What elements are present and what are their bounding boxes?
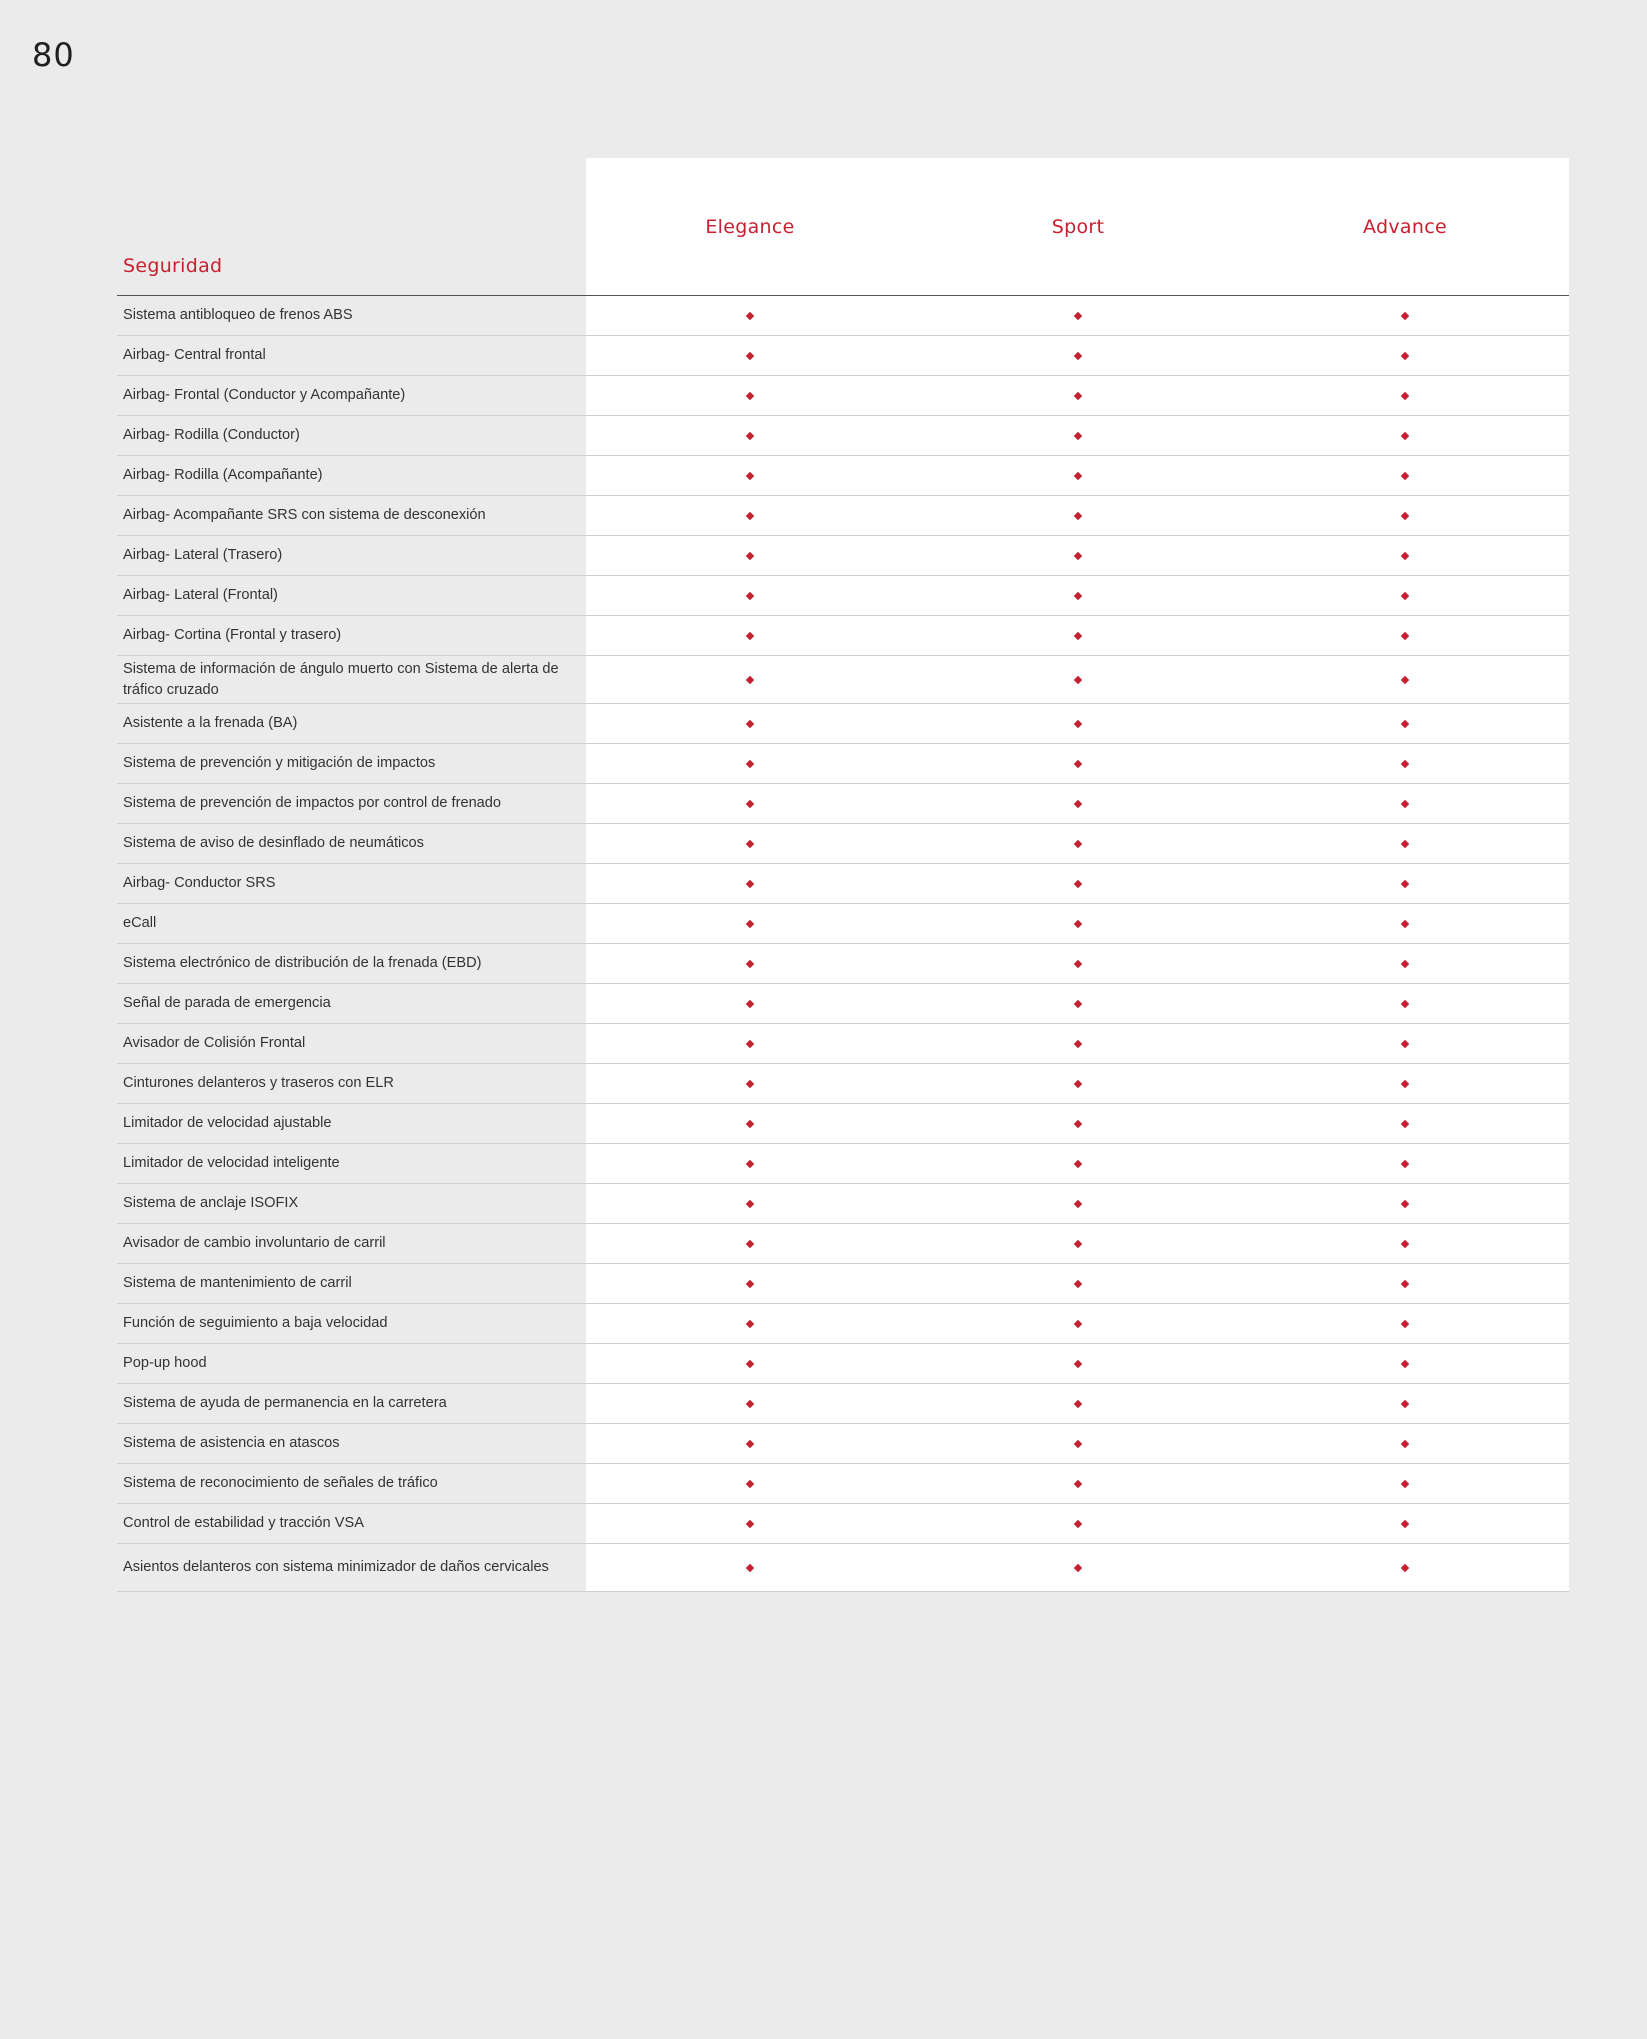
table-row: [117, 1384, 1569, 1424]
red-diamond-icon: [1401, 1563, 1409, 1571]
availability-cell-advance: [1241, 473, 1569, 479]
red-diamond-icon: [1401, 1039, 1409, 1047]
availability-cell-sport: [914, 801, 1241, 807]
availability-cell-elegance: [586, 921, 914, 927]
feature-label: Función de seguimiento a baja velocidad: [123, 1315, 388, 1331]
feature-label: Airbag- Frontal (Conductor y Acompañante): [123, 387, 406, 403]
feature-label: Control de estabilidad y tracción VSA: [123, 1515, 364, 1531]
availability-cell-advance: [1241, 433, 1569, 439]
availability-cell-sport: [914, 1321, 1241, 1327]
red-diamond-icon: [1401, 631, 1409, 639]
availability-cell-sport: [914, 633, 1241, 639]
feature-label: Airbag- Rodilla (Acompañante): [123, 467, 323, 483]
red-diamond-icon: [1401, 311, 1409, 319]
availability-cell-advance: [1241, 881, 1569, 887]
availability-cell-sport: [914, 881, 1241, 887]
availability-cell-advance: [1241, 677, 1569, 683]
feature-label: Airbag- Central frontal: [123, 347, 266, 363]
availability-cell-sport: [914, 1081, 1241, 1087]
red-diamond-icon: [1073, 1159, 1081, 1167]
feature-label: Sistema de mantenimiento de carril: [123, 1275, 352, 1291]
feature-label: eCall: [123, 915, 157, 931]
feature-label: Pop-up hood: [123, 1355, 207, 1371]
red-diamond-icon: [1073, 999, 1081, 1007]
availability-cell-sport: [914, 1241, 1241, 1247]
red-diamond-icon: [746, 959, 754, 967]
red-diamond-icon: [1401, 551, 1409, 559]
availability-cell-sport: [914, 433, 1241, 439]
availability-cell-elegance: [586, 1201, 914, 1207]
availability-cell-elegance: [586, 1565, 914, 1571]
table-row: [117, 1144, 1569, 1184]
red-diamond-icon: [746, 1119, 754, 1127]
availability-cell-advance: [1241, 1121, 1569, 1127]
feature-label: Sistema de anclaje ISOFIX: [123, 1195, 299, 1211]
red-diamond-icon: [746, 1239, 754, 1247]
red-diamond-icon: [1401, 1119, 1409, 1127]
availability-cell-sport: [914, 841, 1241, 847]
red-diamond-icon: [1401, 1199, 1409, 1207]
table-row: [117, 1344, 1569, 1384]
red-diamond-icon: [1401, 1519, 1409, 1527]
red-diamond-icon: [1073, 675, 1081, 683]
availability-cell-sport: [914, 1161, 1241, 1167]
red-diamond-icon: [1073, 799, 1081, 807]
availability-cell-sport: [914, 961, 1241, 967]
red-diamond-icon: [1401, 1239, 1409, 1247]
red-diamond-icon: [746, 431, 754, 439]
availability-cell-sport: [914, 1565, 1241, 1571]
feature-label: Airbag- Conductor SRS: [123, 875, 276, 891]
availability-cell-sport: [914, 921, 1241, 927]
red-diamond-icon: [1073, 1519, 1081, 1527]
red-diamond-icon: [746, 1159, 754, 1167]
availability-cell-advance: [1241, 353, 1569, 359]
red-diamond-icon: [746, 631, 754, 639]
availability-cell-advance: [1241, 393, 1569, 399]
red-diamond-icon: [1073, 1399, 1081, 1407]
availability-cell-sport: [914, 1041, 1241, 1047]
availability-cell-elegance: [586, 473, 914, 479]
availability-cell-elegance: [586, 881, 914, 887]
red-diamond-icon: [1401, 431, 1409, 439]
feature-label: Airbag- Cortina (Frontal y trasero): [123, 627, 342, 643]
red-diamond-icon: [1401, 1159, 1409, 1167]
availability-cell-advance: [1241, 1361, 1569, 1367]
table-row: [117, 864, 1569, 904]
table-row: [117, 784, 1569, 824]
availability-cell-sport: [914, 721, 1241, 727]
red-diamond-icon: [746, 1079, 754, 1087]
feature-label: Airbag- Acompañante SRS con sistema de desconexión: [123, 507, 486, 523]
safety-spec-table: [117, 158, 1569, 1592]
red-diamond-icon: [1073, 391, 1081, 399]
availability-cell-sport: [914, 1521, 1241, 1527]
red-diamond-icon: [1073, 511, 1081, 519]
availability-cell-elegance: [586, 1001, 914, 1007]
red-diamond-icon: [746, 1563, 754, 1571]
availability-cell-elegance: [586, 1281, 914, 1287]
table-row: [117, 1104, 1569, 1144]
availability-cell-elegance: [586, 353, 914, 359]
table-row: [117, 1264, 1569, 1304]
availability-cell-elegance: [586, 553, 914, 559]
red-diamond-icon: [1073, 879, 1081, 887]
red-diamond-icon: [1401, 919, 1409, 927]
red-diamond-icon: [1401, 879, 1409, 887]
red-diamond-icon: [1401, 511, 1409, 519]
availability-cell-elegance: [586, 513, 914, 519]
availability-cell-sport: [914, 553, 1241, 559]
red-diamond-icon: [1073, 1119, 1081, 1127]
feature-label: Sistema de prevención y mitigación de impactos: [123, 755, 436, 771]
availability-cell-elegance: [586, 633, 914, 639]
availability-cell-elegance: [586, 1521, 914, 1527]
trim-header-sport: Sport: [1051, 216, 1105, 238]
availability-cell-elegance: [586, 1041, 914, 1047]
red-diamond-icon: [1073, 919, 1081, 927]
availability-cell-sport: [914, 513, 1241, 519]
red-diamond-icon: [746, 839, 754, 847]
feature-label: Airbag- Rodilla (Conductor): [123, 427, 300, 443]
availability-cell-advance: [1241, 1321, 1569, 1327]
red-diamond-icon: [1073, 1359, 1081, 1367]
availability-cell-sport: [914, 1001, 1241, 1007]
table-row: [117, 456, 1569, 496]
table-row: [117, 1464, 1569, 1504]
availability-cell-advance: [1241, 1441, 1569, 1447]
red-diamond-icon: [1073, 1319, 1081, 1327]
availability-cell-advance: [1241, 1565, 1569, 1571]
red-diamond-icon: [1073, 551, 1081, 559]
red-diamond-icon: [746, 1039, 754, 1047]
red-diamond-icon: [746, 759, 754, 767]
availability-cell-elegance: [586, 1361, 914, 1367]
availability-cell-sport: [914, 473, 1241, 479]
red-diamond-icon: [1073, 631, 1081, 639]
table-row: [117, 1224, 1569, 1264]
availability-cell-elegance: [586, 761, 914, 767]
red-diamond-icon: [746, 351, 754, 359]
red-diamond-icon: [746, 1319, 754, 1327]
red-diamond-icon: [1401, 799, 1409, 807]
red-diamond-icon: [746, 1479, 754, 1487]
table-row: [117, 704, 1569, 744]
red-diamond-icon: [1073, 311, 1081, 319]
red-diamond-icon: [1401, 719, 1409, 727]
red-diamond-icon: [1401, 959, 1409, 967]
availability-cell-elegance: [586, 841, 914, 847]
availability-cell-advance: [1241, 1161, 1569, 1167]
red-diamond-icon: [1073, 1239, 1081, 1247]
table-row: [117, 944, 1569, 984]
availability-cell-sport: [914, 393, 1241, 399]
red-diamond-icon: [1073, 1039, 1081, 1047]
feature-label: Sistema de prevención de impactos por control de frenado: [123, 795, 502, 811]
availability-cell-advance: [1241, 1081, 1569, 1087]
table-row: [117, 1184, 1569, 1224]
availability-cell-advance: [1241, 513, 1569, 519]
feature-label: Avisador de cambio involuntario de carril: [123, 1235, 386, 1251]
availability-cell-elegance: [586, 313, 914, 319]
feature-label: Asientos delanteros con sistema minimizador de daños cervicales: [123, 1559, 549, 1575]
red-diamond-icon: [746, 1439, 754, 1447]
availability-cell-sport: [914, 1121, 1241, 1127]
availability-cell-elegance: [586, 1321, 914, 1327]
red-diamond-icon: [746, 1519, 754, 1527]
red-diamond-icon: [1401, 1079, 1409, 1087]
table-row: [117, 1304, 1569, 1344]
availability-cell-sport: [914, 353, 1241, 359]
availability-cell-elegance: [586, 677, 914, 683]
red-diamond-icon: [746, 799, 754, 807]
availability-cell-elegance: [586, 1121, 914, 1127]
availability-cell-sport: [914, 1201, 1241, 1207]
availability-cell-advance: [1241, 761, 1569, 767]
availability-cell-advance: [1241, 801, 1569, 807]
red-diamond-icon: [746, 1199, 754, 1207]
availability-cell-sport: [914, 1281, 1241, 1287]
table-row: [117, 656, 1569, 704]
feature-label: Limitador de velocidad inteligente: [123, 1155, 340, 1171]
section-title: Seguridad: [123, 255, 223, 277]
availability-cell-elegance: [586, 1161, 914, 1167]
red-diamond-icon: [1073, 1279, 1081, 1287]
availability-cell-advance: [1241, 841, 1569, 847]
red-diamond-icon: [1401, 471, 1409, 479]
availability-cell-elegance: [586, 433, 914, 439]
red-diamond-icon: [1401, 1479, 1409, 1487]
red-diamond-icon: [1401, 591, 1409, 599]
red-diamond-icon: [746, 471, 754, 479]
availability-cell-advance: [1241, 553, 1569, 559]
red-diamond-icon: [1401, 759, 1409, 767]
red-diamond-icon: [1073, 1439, 1081, 1447]
table-body: [117, 296, 1569, 1592]
red-diamond-icon: [1401, 1359, 1409, 1367]
feature-label: Sistema de asistencia en atascos: [123, 1435, 340, 1451]
availability-cell-elegance: [586, 961, 914, 967]
table-row: [117, 824, 1569, 864]
red-diamond-icon: [1401, 391, 1409, 399]
table-row: [117, 904, 1569, 944]
red-diamond-icon: [1073, 471, 1081, 479]
red-diamond-icon: [1401, 999, 1409, 1007]
availability-cell-advance: [1241, 1201, 1569, 1207]
red-diamond-icon: [1401, 1279, 1409, 1287]
red-diamond-icon: [1073, 591, 1081, 599]
table-row: [117, 536, 1569, 576]
table-row: [117, 984, 1569, 1024]
feature-label: Limitador de velocidad ajustable: [123, 1115, 332, 1131]
table-row: [117, 1024, 1569, 1064]
availability-cell-advance: [1241, 313, 1569, 319]
red-diamond-icon: [1401, 839, 1409, 847]
availability-cell-advance: [1241, 1001, 1569, 1007]
availability-cell-sport: [914, 593, 1241, 599]
availability-cell-elegance: [586, 1401, 914, 1407]
availability-cell-advance: [1241, 961, 1569, 967]
availability-cell-advance: [1241, 721, 1569, 727]
availability-cell-sport: [914, 1481, 1241, 1487]
availability-cell-sport: [914, 1361, 1241, 1367]
availability-cell-advance: [1241, 1401, 1569, 1407]
red-diamond-icon: [1401, 1439, 1409, 1447]
table-row: [117, 744, 1569, 784]
red-diamond-icon: [1073, 719, 1081, 727]
red-diamond-icon: [746, 999, 754, 1007]
availability-cell-elegance: [586, 593, 914, 599]
red-diamond-icon: [1401, 1399, 1409, 1407]
red-diamond-icon: [1073, 351, 1081, 359]
availability-cell-advance: [1241, 1241, 1569, 1247]
red-diamond-icon: [1401, 351, 1409, 359]
feature-label: Airbag- Lateral (Frontal): [123, 587, 278, 603]
red-diamond-icon: [746, 1279, 754, 1287]
feature-label: Señal de parada de emergencia: [123, 995, 331, 1011]
red-diamond-icon: [1073, 1479, 1081, 1487]
trim-header-advance: Advance: [1363, 216, 1447, 238]
feature-label: Cinturones delanteros y traseros con ELR: [123, 1075, 394, 1091]
table-row: [117, 576, 1569, 616]
red-diamond-icon: [746, 1359, 754, 1367]
feature-label: Avisador de Colisión Frontal: [123, 1035, 306, 1051]
table-row: [117, 416, 1569, 456]
table-row: [117, 296, 1569, 336]
availability-cell-advance: [1241, 633, 1569, 639]
availability-cell-elegance: [586, 801, 914, 807]
red-diamond-icon: [1073, 959, 1081, 967]
availability-cell-advance: [1241, 593, 1569, 599]
red-diamond-icon: [746, 719, 754, 727]
table-row: [117, 376, 1569, 416]
table-row: [117, 496, 1569, 536]
availability-cell-advance: [1241, 1481, 1569, 1487]
red-diamond-icon: [746, 511, 754, 519]
red-diamond-icon: [746, 311, 754, 319]
trim-header-elegance: Elegance: [705, 216, 795, 238]
feature-label: Sistema de información de ángulo muerto con Sistema de alerta de tráfico cruzado: [123, 660, 559, 698]
red-diamond-icon: [1073, 1563, 1081, 1571]
availability-cell-advance: [1241, 1281, 1569, 1287]
availability-cell-advance: [1241, 921, 1569, 927]
availability-cell-sport: [914, 1441, 1241, 1447]
red-diamond-icon: [746, 879, 754, 887]
red-diamond-icon: [746, 1399, 754, 1407]
red-diamond-icon: [1073, 759, 1081, 767]
table-row: [117, 336, 1569, 376]
feature-label: Sistema de reconocimiento de señales de tráfico: [123, 1475, 438, 1491]
availability-cell-sport: [914, 1401, 1241, 1407]
feature-label: Sistema de ayuda de permanencia en la carretera: [123, 1395, 447, 1411]
table-row: [117, 1544, 1569, 1592]
red-diamond-icon: [1073, 1079, 1081, 1087]
red-diamond-icon: [1073, 1199, 1081, 1207]
red-diamond-icon: [746, 551, 754, 559]
feature-label: Airbag- Lateral (Trasero): [123, 547, 283, 563]
availability-cell-elegance: [586, 1081, 914, 1087]
table-row: [117, 616, 1569, 656]
availability-cell-advance: [1241, 1041, 1569, 1047]
availability-cell-sport: [914, 761, 1241, 767]
red-diamond-icon: [1401, 675, 1409, 683]
feature-label: Sistema de aviso de desinflado de neumáticos: [123, 835, 424, 851]
availability-cell-elegance: [586, 1241, 914, 1247]
availability-cell-sport: [914, 677, 1241, 683]
feature-label: Sistema antibloqueo de frenos ABS: [123, 307, 353, 323]
page-number: 80: [32, 36, 75, 74]
feature-label: Asistente a la frenada (BA): [123, 715, 298, 731]
red-diamond-icon: [746, 591, 754, 599]
table-header: [117, 158, 1569, 296]
table-row: [117, 1064, 1569, 1104]
availability-cell-sport: [914, 313, 1241, 319]
red-diamond-icon: [746, 675, 754, 683]
feature-label: Sistema electrónico de distribución de la frenada (EBD): [123, 955, 482, 971]
availability-cell-elegance: [586, 1441, 914, 1447]
availability-cell-advance: [1241, 1521, 1569, 1527]
red-diamond-icon: [746, 919, 754, 927]
availability-cell-elegance: [586, 393, 914, 399]
red-diamond-icon: [1401, 1319, 1409, 1327]
red-diamond-icon: [1073, 839, 1081, 847]
table-row: [117, 1504, 1569, 1544]
availability-cell-elegance: [586, 1481, 914, 1487]
table-row: [117, 1424, 1569, 1464]
red-diamond-icon: [1073, 431, 1081, 439]
availability-cell-elegance: [586, 721, 914, 727]
red-diamond-icon: [746, 391, 754, 399]
